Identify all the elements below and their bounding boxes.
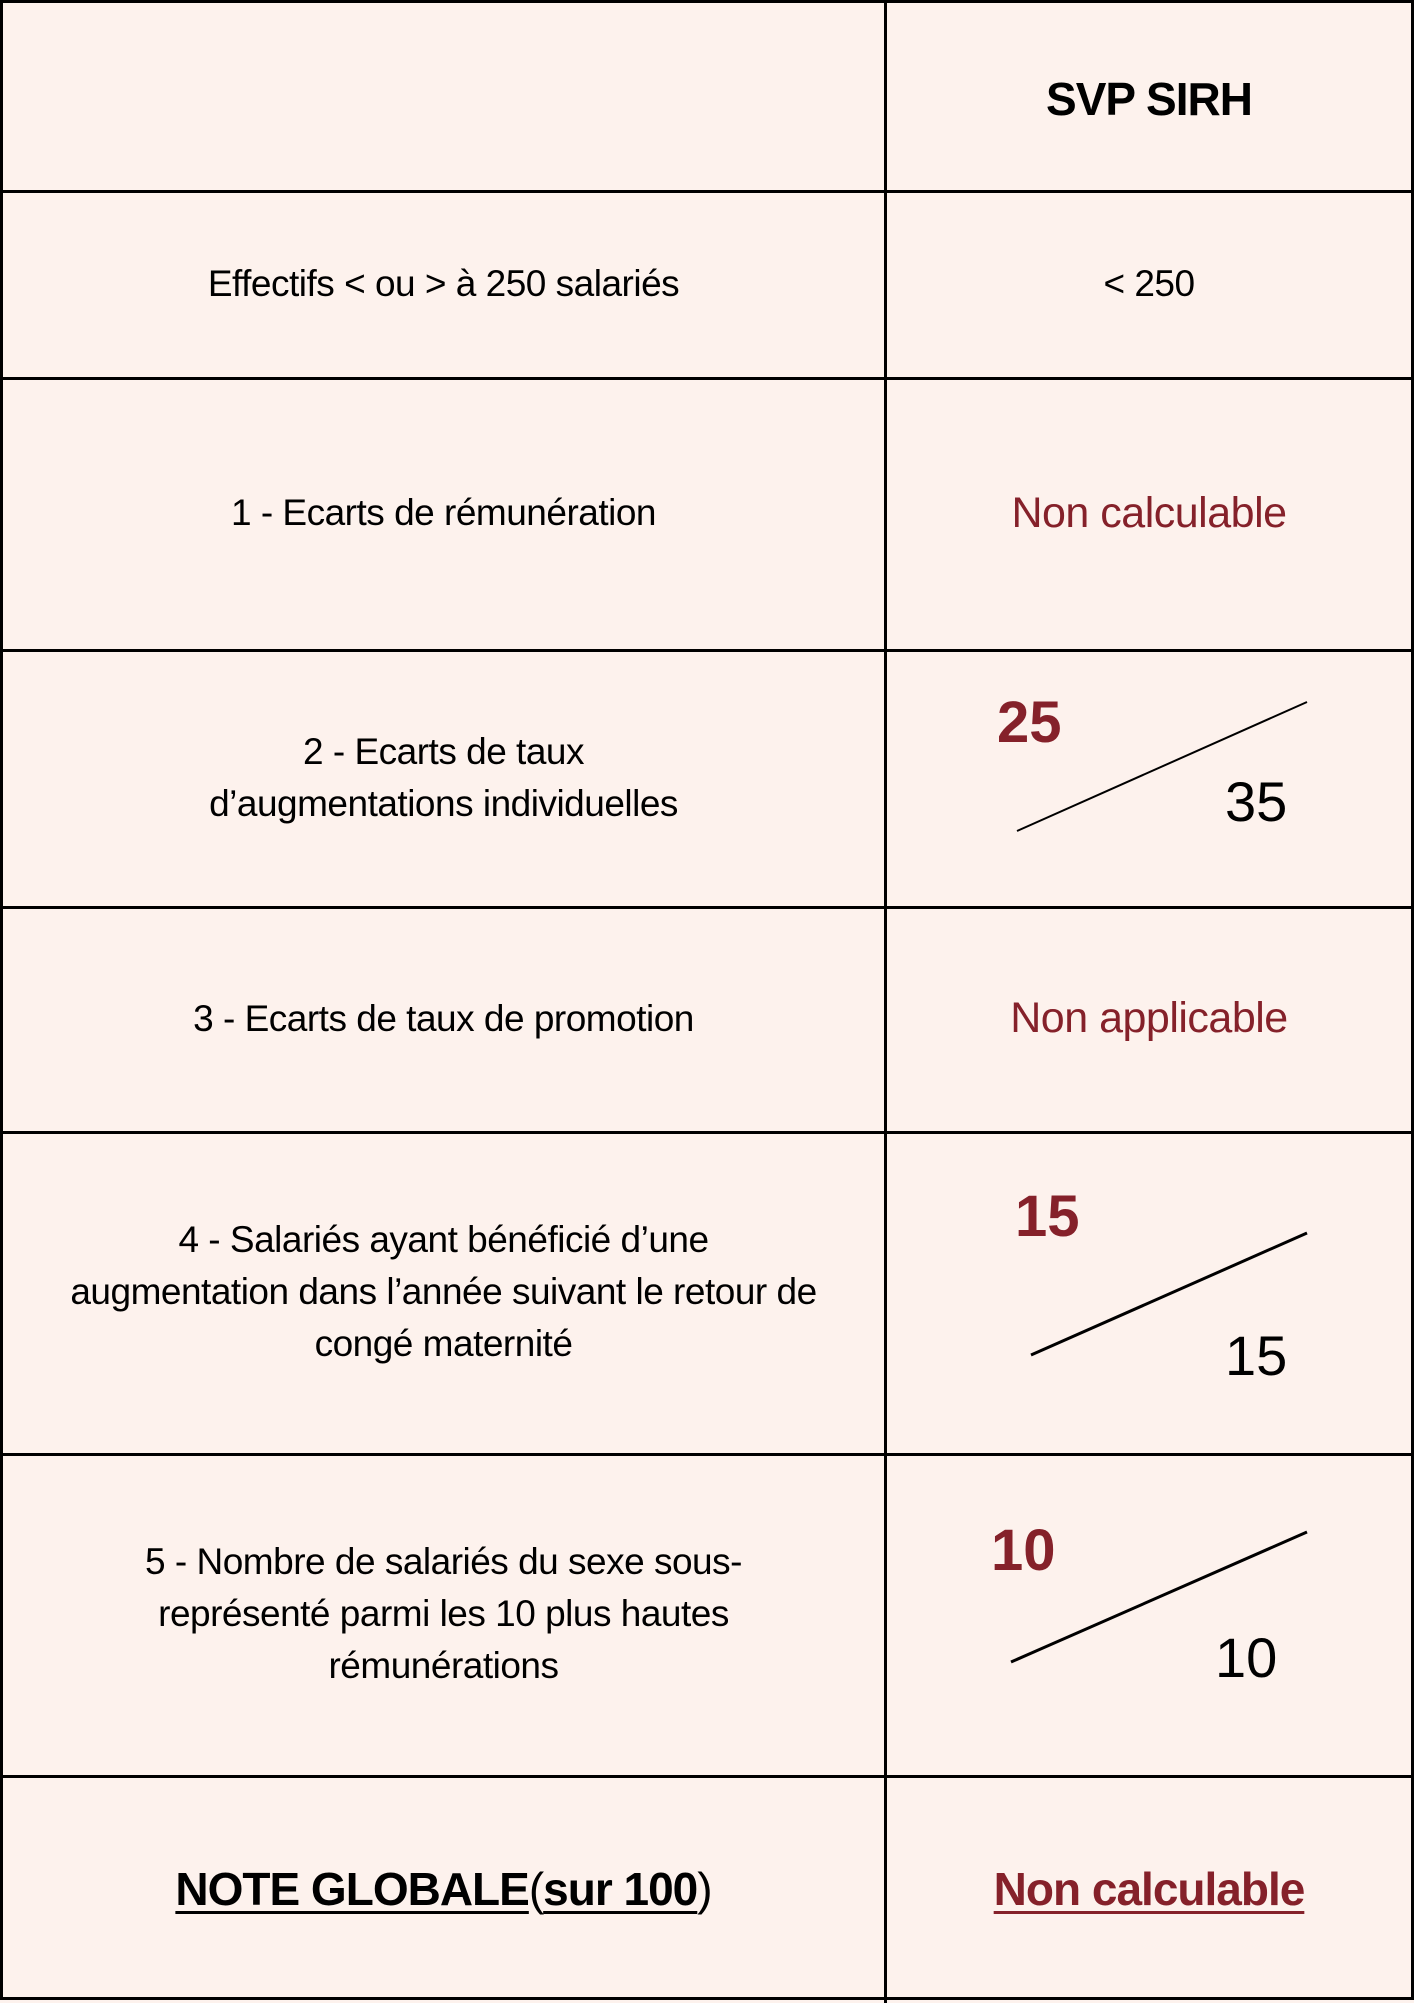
row-label-cell	[3, 1131, 887, 1453]
score-max: 35	[1225, 770, 1288, 833]
status-non-applicable: Non applicable	[1010, 994, 1288, 1042]
table-row-global	[3, 1775, 1411, 2003]
score-obtained: 25	[997, 690, 1062, 755]
row-label-cell	[3, 377, 887, 649]
table-row-indicator-3	[3, 906, 1411, 1134]
global-label-cell	[3, 1775, 887, 2003]
row-label: 1 - Ecarts de rémunération	[230, 492, 657, 533]
row-label-cell	[3, 906, 887, 1131]
row-label: 4 - Salariés ayant bénéficié d’une augmentation dans l’année suivant le retour de congé maternité	[70, 1219, 817, 1364]
global-value-cell	[887, 1775, 1411, 2003]
score-cell	[887, 649, 1411, 906]
table-row-indicator-2	[3, 649, 1411, 909]
global-score-value: Non calculable	[993, 1863, 1305, 1915]
fraction-slash-icon	[887, 1131, 1414, 1453]
row-value-cell	[887, 906, 1411, 1131]
row-label: 2 - Ecarts de taux d’augmentations individuelles	[209, 730, 678, 824]
row-label-cell	[3, 1453, 887, 1775]
row-label-cell	[3, 649, 887, 906]
fraction-slash-icon	[887, 649, 1414, 906]
table-row-effectifs	[3, 190, 1411, 380]
row-label: 5 - Nombre de salariés du sexe sous- représenté parmi les 10 plus hautes rémunérations	[145, 1541, 742, 1686]
score-cell	[887, 1453, 1411, 1775]
row-label-cell	[3, 190, 887, 377]
table-row-indicator-1	[3, 377, 1411, 652]
score-max: 10	[1215, 1626, 1278, 1689]
row-label: 3 - Ecarts de taux de promotion	[193, 997, 694, 1039]
score-fraction	[887, 1131, 1411, 1453]
company-name: SVP SIRH	[1046, 72, 1252, 125]
table-header-row	[3, 3, 1411, 193]
score-obtained: 10	[991, 1518, 1056, 1583]
score-fraction	[887, 649, 1411, 906]
global-score-label: NOTE GLOBALE(sur 100)	[175, 1863, 712, 1915]
row-value-cell	[887, 377, 1411, 649]
score-fraction	[887, 1453, 1411, 1775]
table-row-indicator-4	[3, 1131, 1411, 1456]
row-label: Effectifs < ou > à 250 salariés	[207, 262, 680, 304]
row-value: < 250	[1103, 262, 1195, 304]
header-cell-empty	[3, 3, 887, 190]
score-max: 15	[1225, 1324, 1288, 1387]
score-cell	[887, 1131, 1411, 1453]
score-obtained: 15	[1015, 1184, 1080, 1249]
table-row-indicator-5	[3, 1453, 1411, 1778]
status-non-calculable: Non calculable	[1011, 488, 1287, 537]
header-cell-company	[887, 3, 1411, 190]
row-value-cell	[887, 190, 1411, 377]
fraction-slash-icon	[887, 1453, 1414, 1775]
